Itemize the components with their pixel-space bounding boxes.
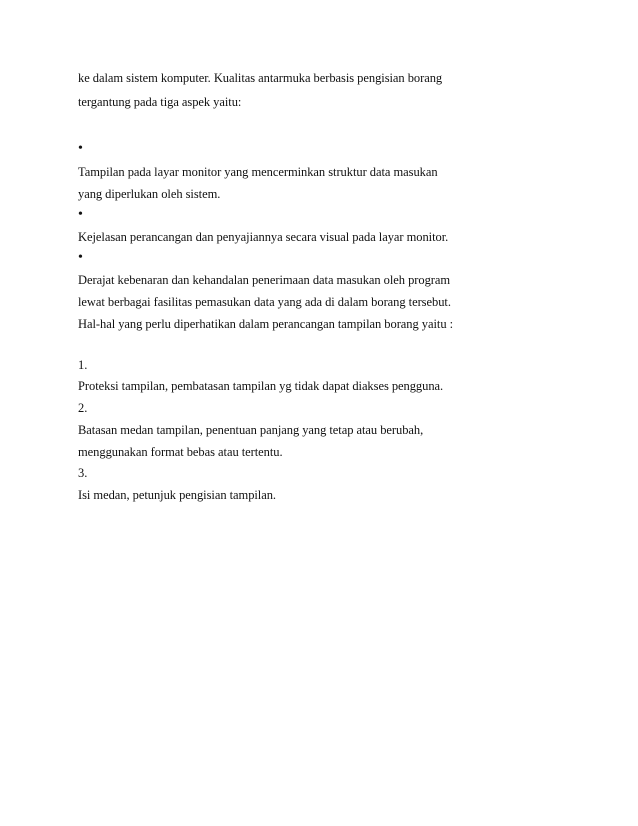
bullet-item-1-line-1: Tampilan pada layar monitor yang mencerminkan struktur data masukan <box>78 165 438 179</box>
numbered-marker-2: 2. <box>78 401 88 415</box>
bullet-marker-3: • <box>78 250 83 265</box>
numbered-marker-3: 3. <box>78 466 88 480</box>
bullet-item-3-line-1: Derajat kebenaran dan kehandalan penerimaan data masukan oleh program <box>78 273 451 287</box>
bullet-marker-2: • <box>78 207 83 222</box>
numbered-item-2-line-2: menggunakan format bebas atau tertentu. <box>78 445 283 459</box>
text-line-intro-2: tergantung pada tiga aspek yaitu: <box>78 95 242 109</box>
numbered-item-3-line-1: Isi medan, petunjuk pengisian tampilan. <box>78 488 277 502</box>
section-heading-line: Hal-hal yang perlu diperhatikan dalam perancangan tampilan borang yaitu : <box>78 317 454 331</box>
numbered-item-2-line-1: Batasan medan tampilan, penentuan panjang yang tetap atau berubah, <box>78 423 424 437</box>
bullet-item-3-line-2: lewat berbagai fasilitas pemasukan data yang ada di dalam borang tersebut. <box>78 295 451 309</box>
text-line-intro-1: ke dalam sistem komputer. Kualitas antarmuka berbasis pengisian borang <box>78 71 443 85</box>
bullet-marker-1: • <box>78 141 83 156</box>
numbered-marker-1: 1. <box>78 358 88 372</box>
numbered-item-1-line-1: Proteksi tampilan, pembatasan tampilan yg tidak dapat diakses pengguna. <box>78 379 444 393</box>
bullet-item-2-line-1: Kejelasan perancangan dan penyajiannya secara visual pada layar monitor. <box>78 230 449 244</box>
bullet-item-1-line-2: yang diperlukan oleh sistem. <box>78 187 221 201</box>
